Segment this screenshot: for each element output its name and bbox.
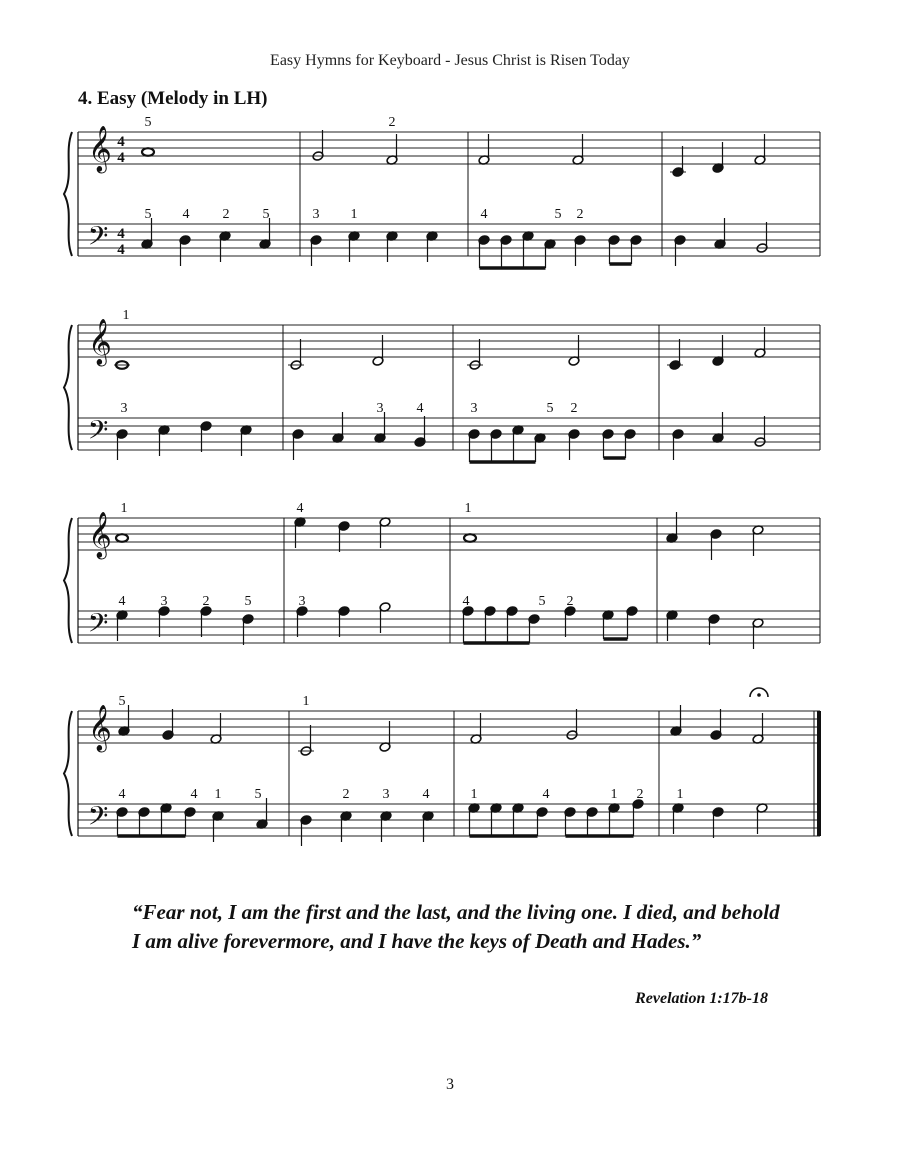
bass-fingering: 4 [190, 787, 198, 802]
bass-fingering: 3 [376, 401, 384, 416]
bass-fingering: 4 [118, 594, 126, 609]
bass-fingering: 3 [382, 787, 390, 802]
bass-clef: 𝄢 [87, 415, 109, 451]
final-barline-thick [817, 711, 821, 836]
system-brace [64, 518, 72, 643]
bass-fingering: 4 [422, 787, 430, 802]
time-signature-top: 4 [117, 226, 125, 242]
system-brace [64, 325, 72, 450]
treble-fingering: 1 [122, 308, 130, 323]
time-signature-bottom: 4 [117, 242, 125, 258]
running-header: Easy Hymns for Keyboard - Jesus Christ is Risen Today [270, 52, 630, 69]
fermata-dot [757, 693, 761, 697]
treble-note-notehead [464, 534, 476, 542]
treble-fingering: 5 [144, 115, 152, 130]
bass-fingering: 4 [118, 787, 126, 802]
system-brace [64, 132, 72, 256]
bass-fingering: 2 [202, 594, 210, 609]
bass-fingering: 4 [416, 401, 424, 416]
bass-fingering: 5 [554, 207, 562, 222]
bass-fingering: 3 [160, 594, 168, 609]
bass-clef: 𝄢 [87, 801, 109, 837]
piece-title: 4. Easy (Melody in LH) [78, 88, 268, 109]
treble-clef: 𝄞 [88, 512, 112, 557]
bass-fingering: 4 [480, 207, 488, 222]
bass-fingering: 2 [570, 401, 578, 416]
bass-fingering: 3 [298, 594, 306, 609]
treble-fingering: 4 [296, 501, 304, 516]
bass-fingering: 1 [214, 787, 222, 802]
bass-fingering: 1 [350, 207, 358, 222]
bass-fingering: 3 [120, 401, 128, 416]
bass-fingering: 4 [182, 207, 190, 222]
treble-fingering: 1 [464, 501, 472, 516]
system-brace [64, 711, 72, 836]
bass-fingering: 5 [538, 594, 546, 609]
bass-fingering: 2 [566, 594, 574, 609]
treble-clef: 𝄞 [88, 705, 112, 750]
bass-fingering: 5 [262, 207, 270, 222]
bass-fingering: 4 [542, 787, 550, 802]
treble-clef: 𝄞 [88, 319, 112, 364]
treble-note-notehead [142, 148, 154, 156]
bass-fingering: 4 [462, 594, 470, 609]
treble-fingering: 1 [120, 501, 128, 516]
bass-fingering: 3 [312, 207, 320, 222]
bass-fingering: 5 [254, 787, 262, 802]
bass-fingering: 5 [144, 207, 152, 222]
bass-fingering: 1 [470, 787, 478, 802]
bass-fingering: 3 [470, 401, 478, 416]
bass-fingering: 2 [342, 787, 350, 802]
treble-clef: 𝄞 [88, 126, 112, 171]
bass-clef: 𝄢 [87, 608, 109, 644]
bass-fingering: 1 [676, 787, 684, 802]
bass-fingering: 2 [222, 207, 230, 222]
bass-fingering: 1 [610, 787, 618, 802]
bass-clef: 𝄢 [87, 221, 109, 257]
time-signature-bottom: 4 [117, 150, 125, 166]
scripture-citation: Revelation 1:17b-18 [635, 990, 768, 1007]
bass-fingering: 2 [636, 787, 644, 802]
treble-fingering: 2 [388, 115, 396, 130]
page-number: 3 [446, 1076, 454, 1093]
bass-fingering: 5 [546, 401, 554, 416]
treble-note-notehead [116, 534, 128, 542]
scripture-quote: “Fear not, I am the first and the last, and the living one. I died, and behold I am alive forevermore, and I have the keys of Death and Hades.” [132, 900, 780, 953]
bass-fingering: 5 [244, 594, 252, 609]
time-signature-top: 4 [117, 134, 125, 150]
treble-fingering: 1 [302, 694, 310, 709]
treble-fingering: 5 [118, 694, 126, 709]
bass-fingering: 2 [576, 207, 584, 222]
